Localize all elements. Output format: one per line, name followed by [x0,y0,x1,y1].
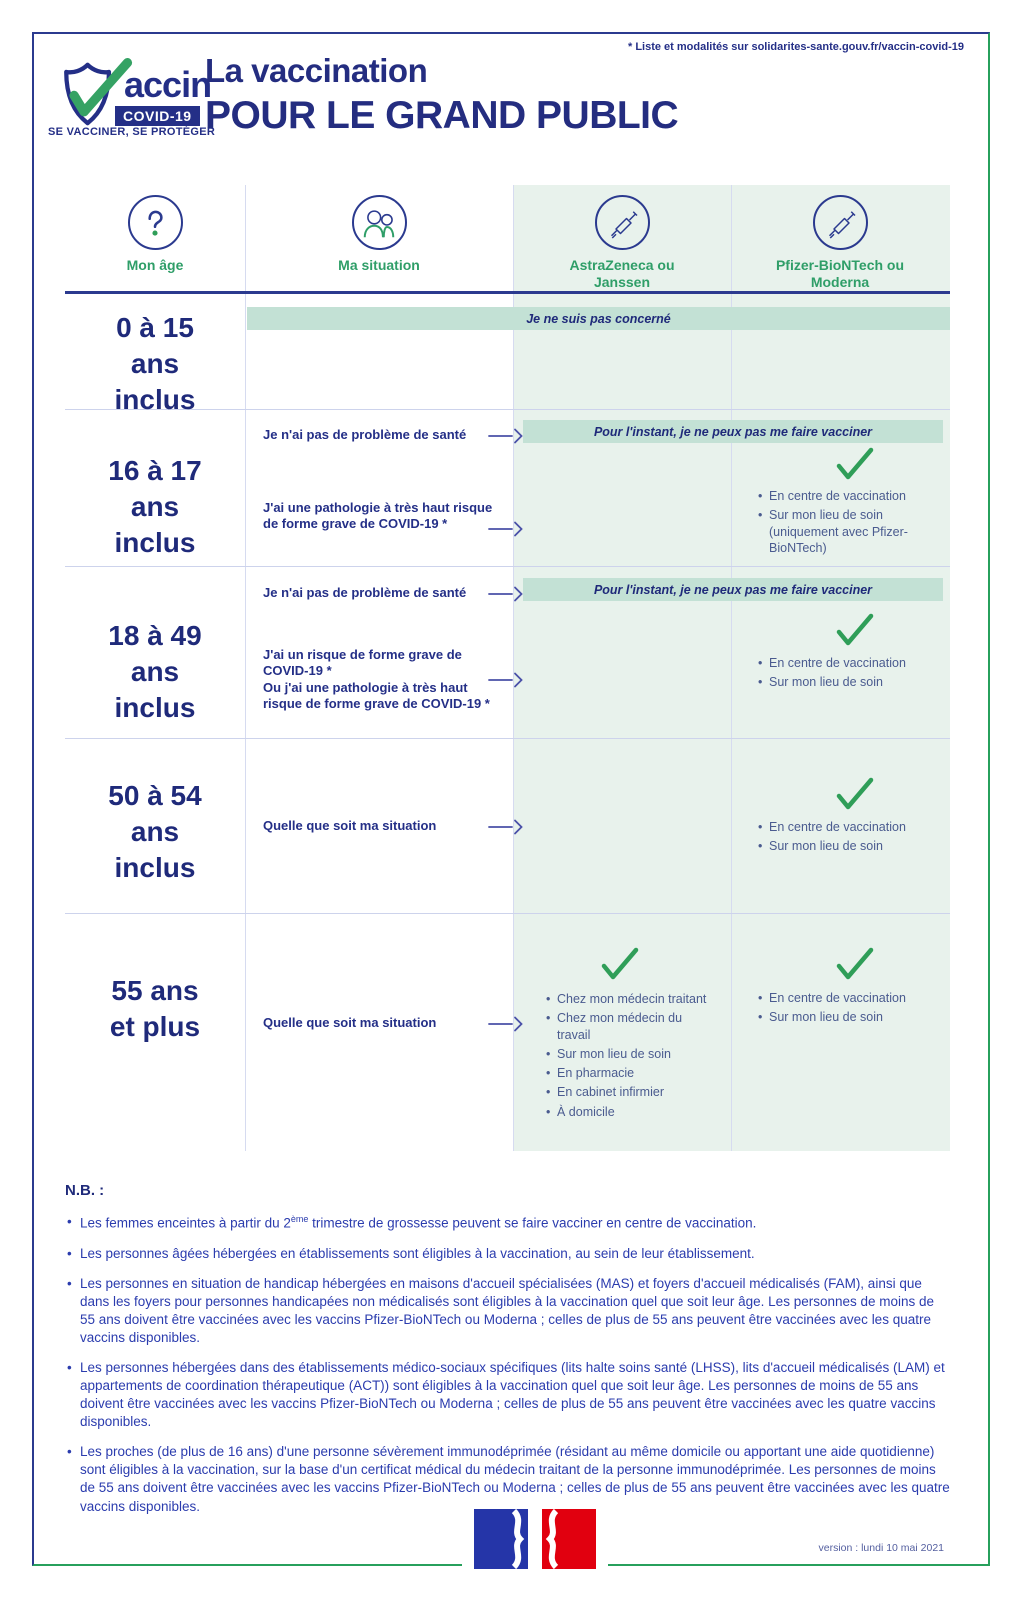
list-item: • Chez mon médecin traitant [545,991,713,1007]
list-item: • À domicile [545,1104,713,1120]
page-title [205,52,678,138]
title-line-1: La vaccination [205,52,428,89]
title-line-2: POUR LE GRAND PUBLIC [205,94,679,137]
list-item: • En pharmacie [545,1065,713,1081]
column-header-label: AstraZeneca ou Janssen [569,257,675,290]
column-header-pfizer [765,195,915,291]
question-icon [128,195,183,250]
people-icon [352,195,407,250]
age-label-55-plus: 55 ans et plus [109,975,201,1042]
column-header-label: Ma situation [338,257,420,273]
nb-bullet-medico-social: • Les personnes hébergées dans des établissements médico-sociaux spécifiques (lits halte soins santé (LHSS), lits d'accueil médicalisés (LAM) et appartements de coordination thérapeutique (ACT)) sont éligibles à la vaccination quel que soit leur âge. Les personnes de moins de 55 ans doivent être vaccinées avec les vaccins Pfizer-BioNTech ou Moderna ; celles de plus de 55 ans peuvent être vaccinées avec les quatre vaccins disponibles. [65,1359,950,1431]
list-item: • Chez mon médecin du travail [545,1010,713,1043]
row-divider [65,913,950,914]
version-text: version : lundi 10 mai 2021 [818,1542,944,1554]
list-item: • Sur mon lieu de soin [757,838,937,854]
logo-brand-text: accin [124,64,212,105]
column-header-situation [309,195,449,274]
arrow-right-icon [488,586,524,602]
syringe-icon [595,195,650,250]
nb-section [65,1182,950,1528]
check-icon [835,947,875,981]
nb-bullet-immunocompromised-relatives: • Les proches (de plus de 16 ans) d'une personne sévèrement immunodéprimée (résidant au même domicile ou apportant une aide quotidienne) sont éligibles à la vaccination, sur la base d'un certificat médical du médecin traitant de la personne immunodéprimée. Les personnes de moins de 55 ans doivent être vaccinées avec les vaccins Pfizer-BioNTech ou Moderna ; celles de plus de 55 ans peuvent être vaccinées avec les quatre vaccins disponibles. [65,1443,950,1515]
check-icon [835,613,875,647]
list-item: • En cabinet infirmier [545,1084,713,1100]
arrow-right-icon [488,1016,524,1032]
column-divider [245,185,246,1151]
header-underline [65,291,950,294]
list-item: • Sur mon lieu de soin [757,674,937,690]
pfizer-locations-16-17 [757,488,933,559]
check-icon [835,777,875,811]
situation-high-risk-pathology: J'ai une pathologie à très haut risque de forme grave de COVID-19 * [263,500,493,532]
top-note: * Liste et modalités sur solidarites-sante.gouv.fr/vaccin-covid-19 [627,41,964,53]
french-republic-logo [462,1505,608,1573]
situation-any: Quelle que soit ma situation [263,1015,437,1030]
nb-bullet-pregnant-women: • Les femmes enceintes à partir du 2ème trimestre de grossesse peuvent se faire vacciner en centre de vaccination. [65,1213,950,1233]
banner-not-concerned: Je ne suis pas concerné [247,307,950,330]
syringe-icon [813,195,868,250]
banner-cannot-vaccinate: Pour l'instant, je ne peux pas me faire vacciner [523,420,943,443]
logo-tagline: SE VACCINER, SE PROTÉGER [48,126,216,138]
nb-bullet-elderly-residents: • Les personnes âgées hébergées en établissements sont éligibles à la vaccination, au sein de leur établissement. [65,1245,950,1263]
arrow-right-icon [488,428,524,444]
arrow-right-icon [488,672,524,688]
vaccination-table [65,185,950,1151]
column-header-label: Mon âge [126,257,184,273]
nb-bullet-disabled-residents: • Les personnes en situation de handicap hébergées en maisons d'accueil spécialisées (MAS) et foyers d'accueil médicalisés (FAM), ainsi que dans les foyers pour personnes handicapées non médicalisés sont éligibles à la vaccination quel que soit leur âge. Les personnes de moins de 55 ans doivent être vaccinées avec les vaccins Pfizer-BioNTech ou Moderna ; celles de plus de 55 ans peuvent être vaccinées avec les quatre vaccins disponibles. [65,1275,950,1347]
list-item: • Sur mon lieu de soin (uniquement avec Pfizer-BioNTech) [757,507,933,556]
column-header-astrazeneca [552,195,692,291]
pfizer-locations-50-54 [757,819,937,858]
astrazeneca-locations-55-plus [545,991,713,1123]
column-header-label: Pfizer-BioNTech ou Moderna [775,257,905,290]
age-label-18-49: 18 à 49 ans inclus [108,620,202,723]
age-label-16-17: 16 à 17 ans inclus [108,455,202,558]
situation-risk-covid: J'ai un risque de forme grave de COVID-19 * Ou j'ai une pathologie à très haut risque de forme grave de COVID-19 * [263,647,490,711]
check-icon [835,447,875,481]
pfizer-locations-18-49 [757,655,937,694]
logo-covid-badge: COVID-19 [115,106,200,126]
situation-no-health-problem: Je n'ai pas de problème de santé [263,585,467,600]
nb-title: N.B. : [65,1182,105,1199]
row-divider [65,738,950,739]
list-item: • Sur mon lieu de soin [545,1046,713,1062]
list-item: • En centre de vaccination [757,819,937,835]
situation-any: Quelle que soit ma situation [263,818,437,833]
banner-cannot-vaccinate: Pour l'instant, je ne peux pas me faire vacciner [523,578,943,601]
pfizer-locations-55-plus [757,990,937,1029]
list-item: • En centre de vaccination [757,488,933,504]
arrow-right-icon [488,521,524,537]
situation-no-health-problem: Je n'ai pas de problème de santé [263,427,467,442]
age-label-50-54: 50 à 54 ans inclus [108,780,202,883]
age-label-0-15: 0 à 15 ans inclus [114,312,196,415]
check-icon [600,947,640,981]
list-item: • Sur mon lieu de soin [757,1009,937,1025]
row-divider [65,566,950,567]
list-item: • En centre de vaccination [757,990,937,1006]
column-header-age [85,195,225,274]
arrow-right-icon [488,819,524,835]
list-item: • En centre de vaccination [757,655,937,671]
